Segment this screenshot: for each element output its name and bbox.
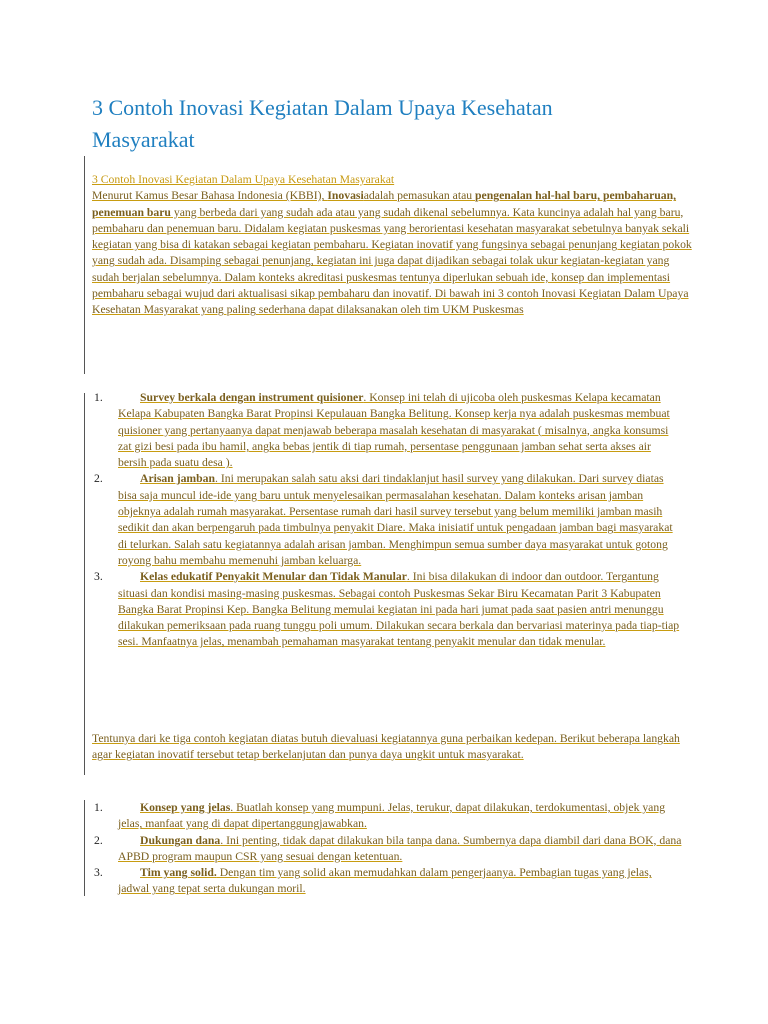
innovation-list <box>92 390 682 651</box>
revision-bar <box>84 393 85 775</box>
list-number: 2. <box>94 472 103 486</box>
closing-paragraph <box>92 731 692 764</box>
closing-text: Tentunya dari ke tiga contoh kegiatan diatas butuh dievaluasi kegiatannya guna perbaikan kedepan. Berikut beberapa langkah agar kegiatan inovatif tersebut tetap berkelanjutan dan punya daya ungkit untuk masyarakat. <box>92 732 680 762</box>
intro-keyword: Inovasi <box>327 189 364 203</box>
list-item-body: . Ini merupakan salah satu aksi dari tindaklanjut hasil survey yang dilakukan. Dari survey diatas bisa saja muncul ide-ide yang baru untuk menyelesaikan permasalahan kesehatan. Dalam konteks arisan jamban objeknya adalah rumah masyarakat. Persentase rumah dari hasil survey tersebut yang belum memiliki jamban masih sedikit dan akan berpengaruh pada timbulnya penyakit Diare. Maka inisiatif untuk pengadaan jamban bagi masyarakat di telurkan. Salah satu kegiatannya adalah arisan jamban. Menghimpun semua sumber daya masyarakat untuk gotong royong bahu membahu memenuhi jamban keluarga. <box>118 472 673 567</box>
list-item-heading: Tim yang solid. <box>140 866 217 880</box>
list-item-heading: Konsep yang jelas <box>140 801 231 814</box>
list-item <box>92 800 682 833</box>
list-item-body: . Konsep ini telah di ujicoba oleh puskesmas Kelapa kecamatan Kelapa Kabupaten Bangka Barat Propinsi Kepulauan Bangka Belitung. Konsep kerja nya adalah puskesmas membuat quisioner yang pertanyaanya dapat menjawab beberapa masalah kesehatan di masyarakat ( misalnya, angka konsumsi zat gizi besi pada ibu hamil, angka bebas jentik di tiap rumah, persentase penggunaan jamban sehat serta akses air bersih pada suatu desa ). <box>118 391 670 470</box>
intro-link[interactable]: 3 Contoh Inovasi Kegiatan Dalam Upaya Kesehatan Masyarakat <box>92 173 395 186</box>
intro-text: yang berbeda dari yang sudah ada atau yang sudah dikenal sebelumnya. Kata kuncinya adalah hal yang baru, pembaharu dan penemuan baru. Didalam kegiatan puskesmas yang berorientasi kesehatan masyarakat sebetulnya banyak sekali kegiatan yang bisa di katakan sebagai kegiatan pembaharu. Kegiatan inovatif yang fungsinya sebagai penunjang kegiatan pokok yang sudah ada. Disamping sebagai penunjang, kegiatan ini juga dapat dijadikan sebagai tolak ukur kegiatan-kegiatan yang sudah berjalan sebelumnya. Dalam konteks akreditasi puskesmas tentunya diperlukan sebuah ide, konsep dan implementasi pembaharu sebagai wujud dari aktualisasi sikap pembaharu dan inovatif. Di bawah ini 3 contoh Inovasi Kegiatan Dalam Upaya Kesehatan Masyarakat yang paling sederhana dapat dilaksanakan oleh tim UKM Puskesmas <box>92 205 692 317</box>
list-item <box>92 569 682 650</box>
list-number: 2. <box>94 833 103 847</box>
list-item <box>92 865 682 898</box>
intro-text: adalah pemasukan atau <box>363 189 476 203</box>
list-number: 3. <box>94 866 103 880</box>
intro-text: Menurut Kamus Besar Bahasa Indonesia (KBBI), <box>92 189 328 203</box>
list-number: 1. <box>94 801 103 814</box>
list-item <box>92 471 682 569</box>
revision-bar <box>84 800 85 896</box>
list-number: 3. <box>94 570 103 584</box>
list-number: 1. <box>94 391 103 404</box>
intro-definition: pengenalan hal-hal baru, pembaharuan, penemuan baru <box>92 189 677 219</box>
list-item <box>92 833 682 866</box>
list-item-body: . Ini penting, tidak dapat dilakukan bila tanpa dana. Sumbernya dapa diambil dari dana BOK, dana APBD program maupun CSR yang sesuai dengan ketentuan. <box>118 833 682 863</box>
revision-bar <box>84 156 85 374</box>
page-title: 3 Contoh Inovasi Kegiatan Dalam Upaya Kesehatan Masyarakat <box>92 95 553 152</box>
list-item-body: Dengan tim yang solid akan memudahkan dalam pengerjaanya. Pembagian tugas yang jelas, jadwal yang tepat serta dukungan moril. <box>118 866 652 896</box>
list-item-heading: Kelas edukatif Penyakit Menular dan Tidak Manular <box>140 570 407 584</box>
list-item-body: . Ini bisa dilakukan di indoor dan outdoor. Tergantung situasi dan kondisi masing-masing puskesmas. Sebagai contoh Puskesmas Sekar Biru Kecamatan Parit 3 Kabupaten Bangka Barat Propinsi Kep. Bangka Belitung memulai kegiatan ini pada hari jumat pada saat pasien antri menunggu dilakukan pemeriksaan pada ruang tunggu poli umum. Dilakukan secara berkala dan bervariasi materinya pada tiap-tiap sesi. Manfaatnya jelas, menambah pemahaman masyarakat tentang penyakit menular dan tidak menular. <box>118 570 680 649</box>
list-item-heading: Dukungan dana <box>140 833 221 847</box>
steps-list <box>92 800 682 898</box>
list-item <box>92 390 682 471</box>
list-item-body: . Buatlah konsep yang mumpuni. Jelas, terukur, dapat dilakukan, terdokumentasi, objek yang jelas, manfaat yang di dapat dipertanggungjawabkan. <box>118 801 666 831</box>
list-item-heading: Arisan jamban <box>140 472 216 486</box>
intro-section <box>92 172 692 319</box>
list-item-heading: Survey berkala dengan instrument quisioner <box>140 391 364 404</box>
